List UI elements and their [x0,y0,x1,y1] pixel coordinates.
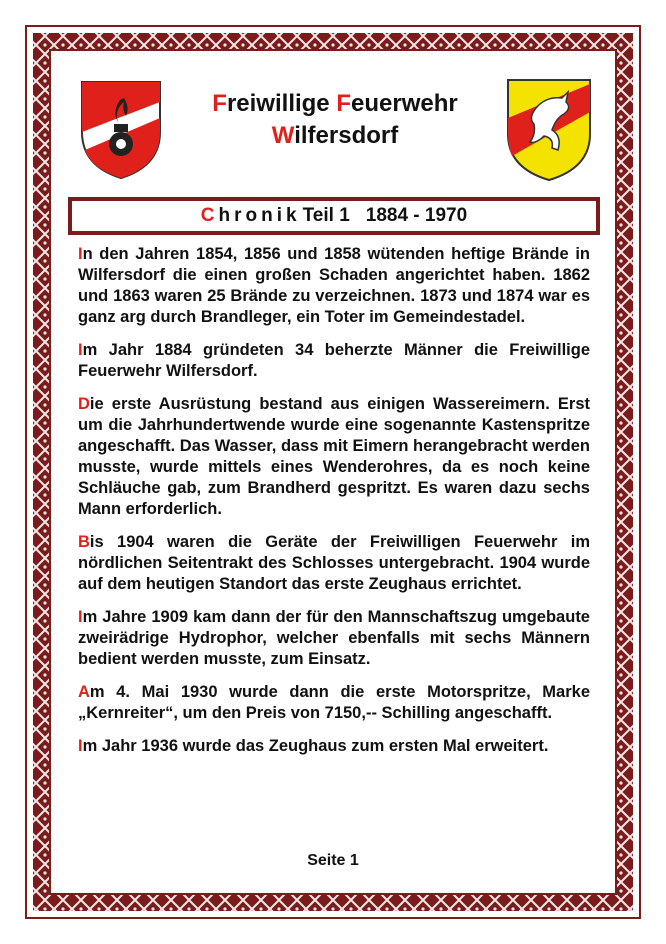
title-word: ilfersdorf [294,122,399,149]
paragraph-body: m 4. Mai 1930 wurde dann die erste Motorspritze, Marke „Kernreiter“, um den Preis von 7150,-- Schilling angeschafft. [78,683,590,722]
paragraph-initial: A [78,683,90,701]
paragraph-1 [78,244,590,328]
paragraph-initial: I [78,245,83,263]
chronik-title [201,205,301,226]
chronik-years: 1884 - 1970 [365,205,468,226]
title-initial: F [336,90,351,117]
paragraph-5 [78,607,590,670]
organization-title [170,88,500,152]
paragraph-body: n den Jahren 1854, 1856 und 1858 wütenden heftige Brände in Wilfersdorf die einen großen Schaden angerichtet haben. 1862 und 1863 waren 25 Brände zu verzeichnen. 1873 und 1874 war es ganz arg durch Brandleger, ein Toter im Gemeindestadel. [78,245,590,326]
paragraph-initial: I [78,608,83,626]
chronik-initial: C [200,205,219,226]
paragraph-initial: D [78,395,90,413]
paragraph-6 [78,682,590,724]
paragraph-initial: I [78,737,83,755]
title-initial: W [271,122,295,149]
fire-brigade-shield-icon [80,80,162,180]
chronik-word: hronik [218,205,301,226]
chronik-heading [68,197,600,235]
paragraph-2 [78,340,590,382]
paragraph-3 [78,394,590,520]
title-word: reiwillige [226,90,337,117]
paragraph-4 [78,532,590,595]
paragraph-body: ie erste Ausrüstung bestand aus einigen Wassereimern. Erst um die Jahrhundertwende wurde eine sogenannte Kastenspritze angeschafft. Das Wasser, dass mit Eimern herangebracht werden musste, wurde mittels eines Wenderohres, da es noch keine Schläuche gab, zum Brandherd gespritzt. Es waren dazu sechs Mann erforderlich. [78,395,590,518]
chronik-part: Teil 1 [302,205,350,226]
wolf-coat-of-arms-icon [506,78,592,182]
paragraph-initial: I [78,341,83,359]
paragraph-7 [78,736,590,757]
title-line-2 [170,120,500,152]
paragraph-initial: B [78,533,90,551]
title-word: euerwehr [351,90,458,117]
page-number: Seite 1 [307,852,359,869]
paragraph-body: m Jahre 1909 kam dann der für den Mannschaftszug umgebaute zweirädrige Hydrophor, welcher ebenfalls mit sechs Männern bedient werden musste, zum Einsatz. [78,608,590,668]
title-initial: F [212,90,227,117]
title-line-1 [170,88,500,120]
chronicle-text [78,244,590,769]
paragraph-body: m Jahr 1936 wurde das Zeughaus zum ersten Mal erweitert. [82,737,549,755]
paragraph-body: m Jahr 1884 gründeten 34 beherzte Männer die Freiwillige Feuerwehr Wilfersdorf. [78,341,590,380]
paragraph-body: is 1904 waren die Geräte der Freiwilligen Feuerwehr im nördlichen Seitentrakt des Schlosses untergebracht. 1904 wurde auf dem heutigen Standort das erste Zeughaus errichtet. [78,533,590,593]
